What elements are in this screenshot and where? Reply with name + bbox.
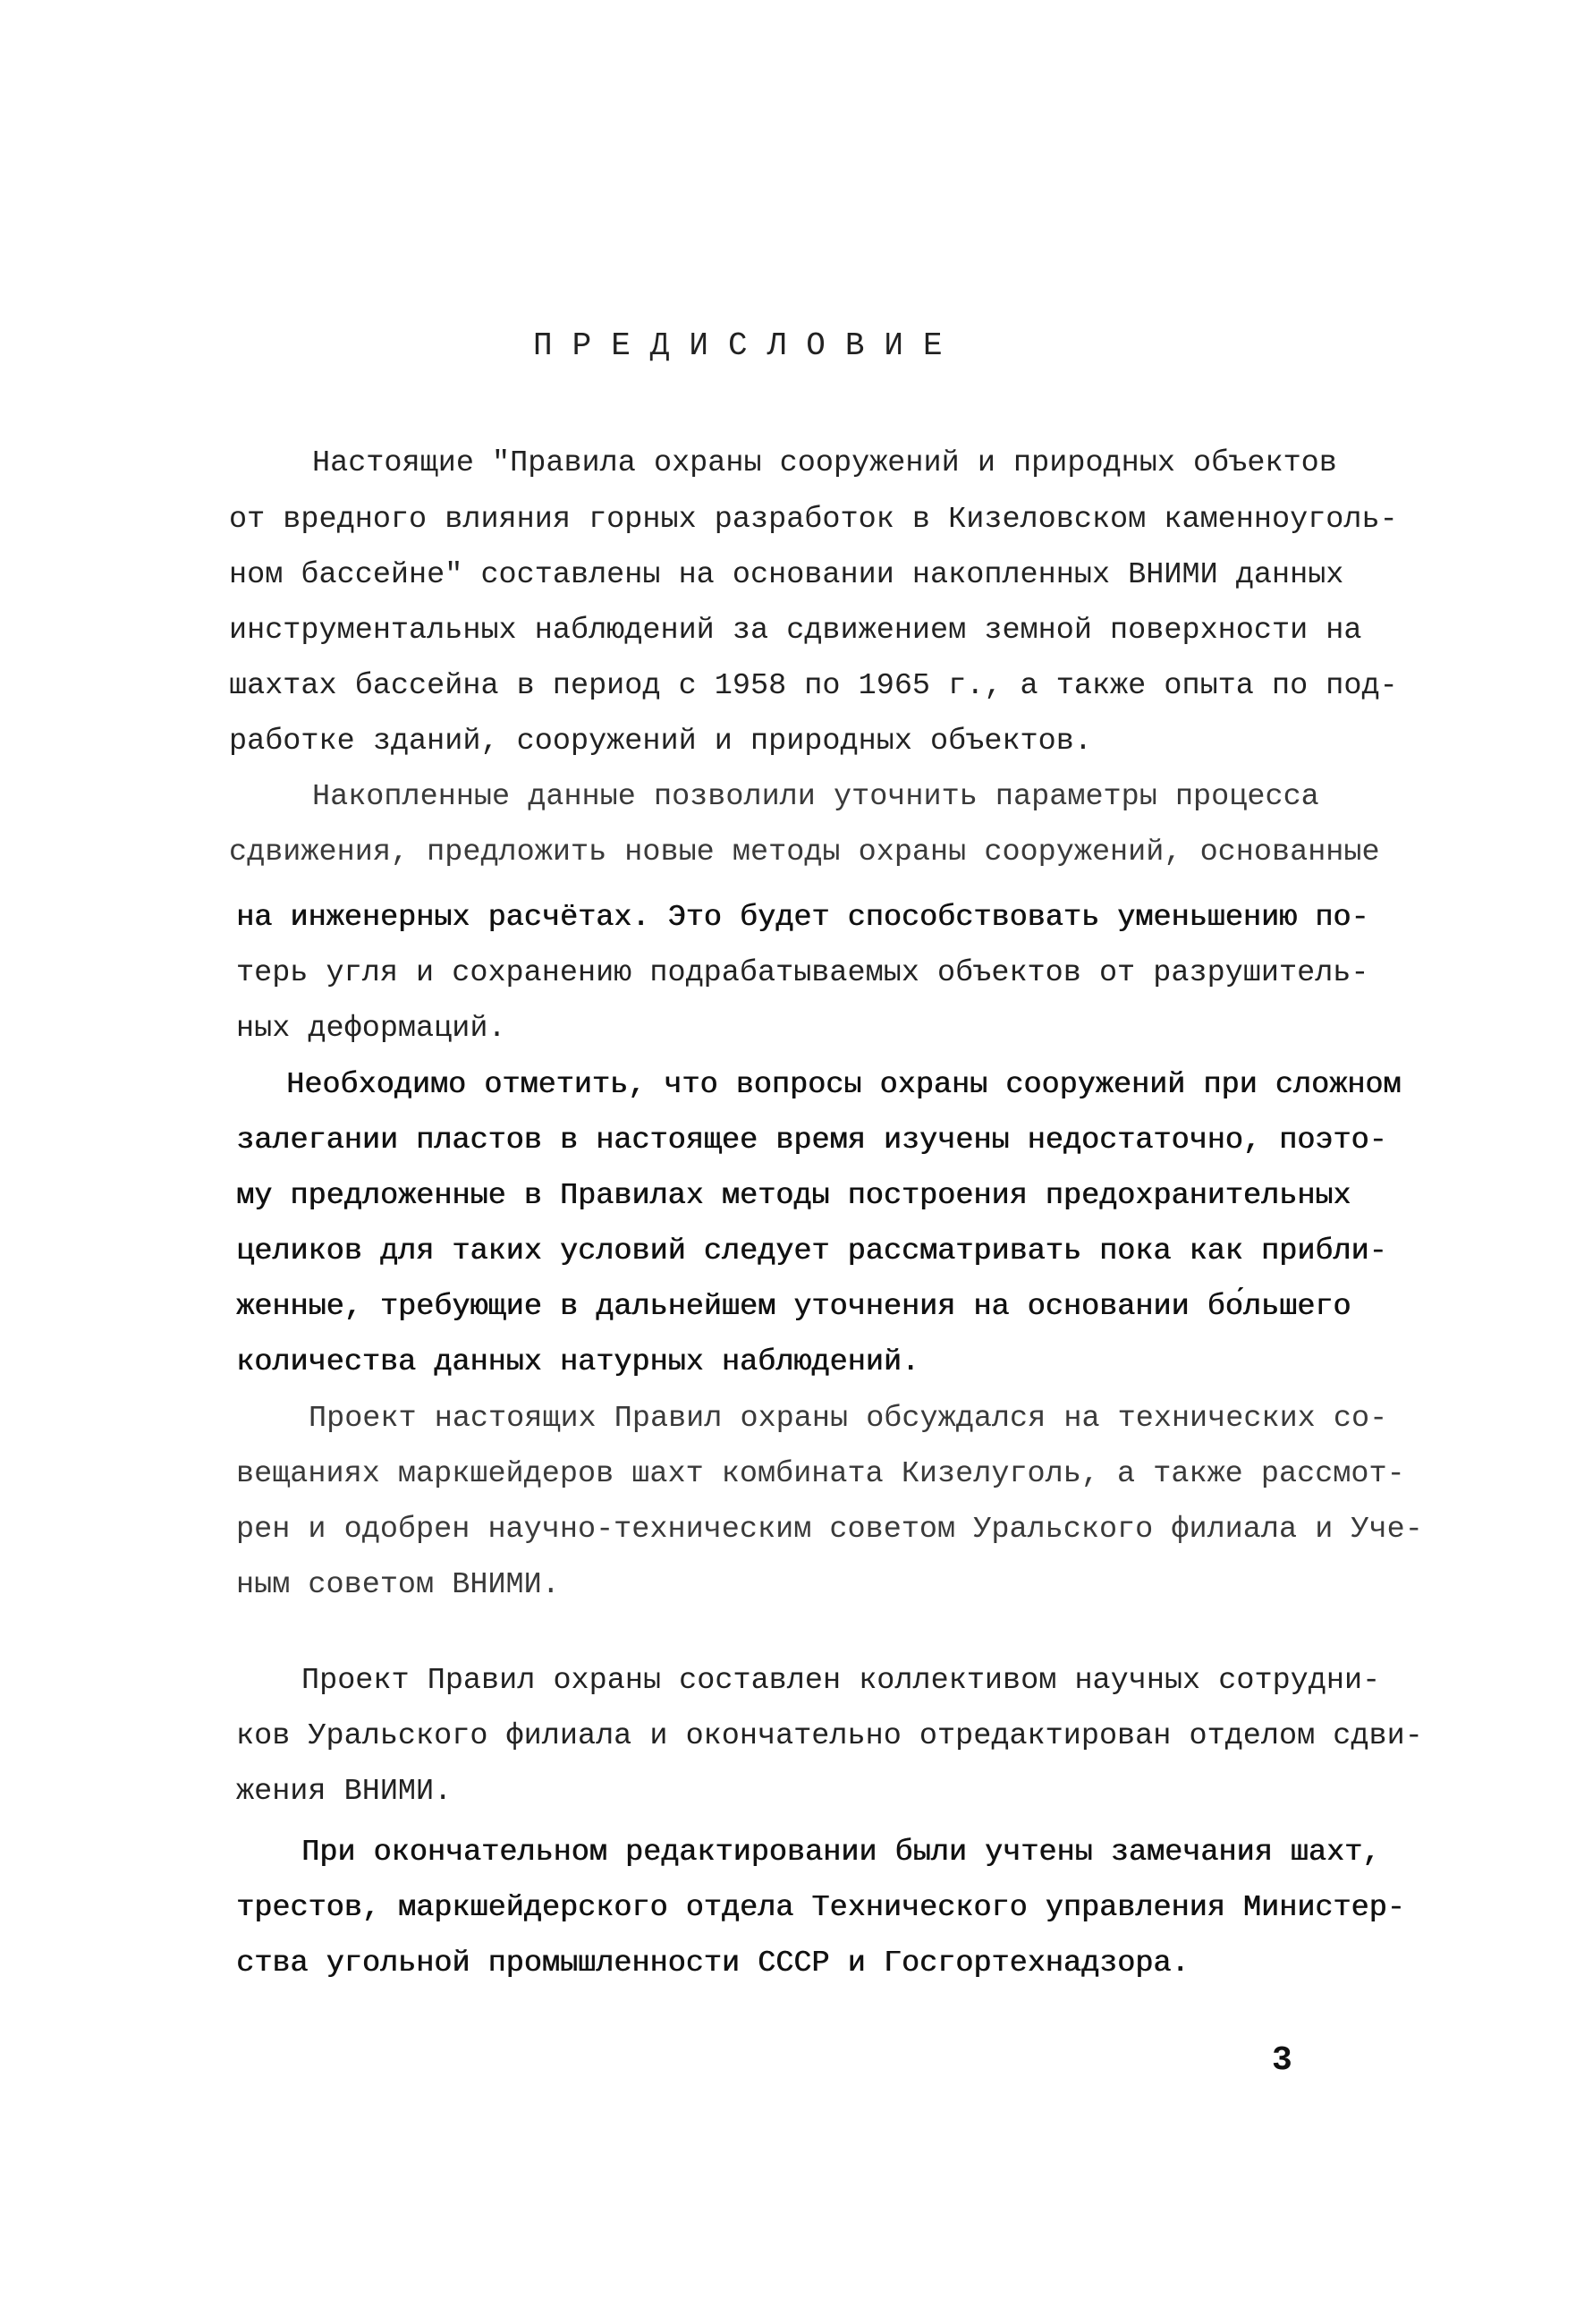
text-line: количества данных натурных наблюдений. bbox=[236, 1345, 919, 1379]
text-line: ным советом ВНИМИ. bbox=[236, 1568, 560, 1602]
text-line: жения ВНИМИ. bbox=[236, 1775, 453, 1809]
text-line: работке зданий, сооружений и природных объектов. bbox=[229, 725, 1092, 759]
text-line: залегании пластов в настоящее время изучены недостаточно, поэто- bbox=[236, 1124, 1387, 1158]
text-line: ном бассейне" составлены на основании накопленных ВНИМИ данных bbox=[229, 558, 1344, 592]
text-line: рен и одобрен научно-техническим советом Уральского филиала и Уче- bbox=[236, 1513, 1423, 1547]
text-line: Проект Правил охраны составлен коллективом научных сотрудни- bbox=[301, 1664, 1381, 1698]
page-number: 3 bbox=[1272, 2041, 1292, 2080]
text-line: женные, требующие в дальнейшем уточнения на основании бо́льшего bbox=[236, 1290, 1351, 1324]
text-line: терь угля и сохранению подрабатываемых объектов от разрушитель- bbox=[236, 956, 1369, 990]
page-title: ПРЕДИСЛОВИЕ bbox=[533, 327, 962, 364]
text-line: ства угольной промышленности СССР и Госгортехнадзора. bbox=[236, 1947, 1190, 1980]
text-line: Настоящие "Правила охраны сооружений и природных объектов bbox=[312, 446, 1337, 480]
text-line: целиков для таких условий следует рассматривать пока как прибли- bbox=[236, 1234, 1387, 1268]
text-line: му предложенные в Правилах методы построения предохранительных bbox=[236, 1179, 1351, 1213]
text-line: шахтах бассейна в период с 1958 по 1965 г., а также опыта по под- bbox=[229, 669, 1398, 703]
text-line: ков Уральского филиала и окончательно отредактирован отделом сдви- bbox=[236, 1719, 1423, 1753]
text-line: от вредного влияния горных разработок в Кизеловском каменноуголь- bbox=[229, 503, 1398, 537]
text-line: вещаниях маркшейдеров шахт комбината Кизелуголь, а также рассмот- bbox=[236, 1457, 1405, 1491]
text-line: трестов, маркшейдерского отдела Технического управления Министер- bbox=[236, 1891, 1405, 1925]
text-line: Необходимо отметить, что вопросы охраны сооружений при сложном bbox=[286, 1068, 1402, 1102]
text-line: ных деформаций. bbox=[236, 1012, 506, 1046]
text-line: При окончательном редактировании были учтены замечания шахт, bbox=[301, 1836, 1381, 1870]
text-line: Проект настоящих Правил охраны обсуждался на технических со- bbox=[309, 1402, 1388, 1436]
text-line: на инженерных расчётах. Это будет способствовать уменьшению по- bbox=[236, 901, 1369, 935]
text-line: Накопленные данные позволили уточнить параметры процесса bbox=[312, 780, 1319, 814]
text-line: инструментальных наблюдений за сдвижением земной поверхности на bbox=[229, 614, 1362, 648]
text-line: сдвижения, предложить новые методы охраны сооружений, основанные bbox=[229, 835, 1380, 869]
